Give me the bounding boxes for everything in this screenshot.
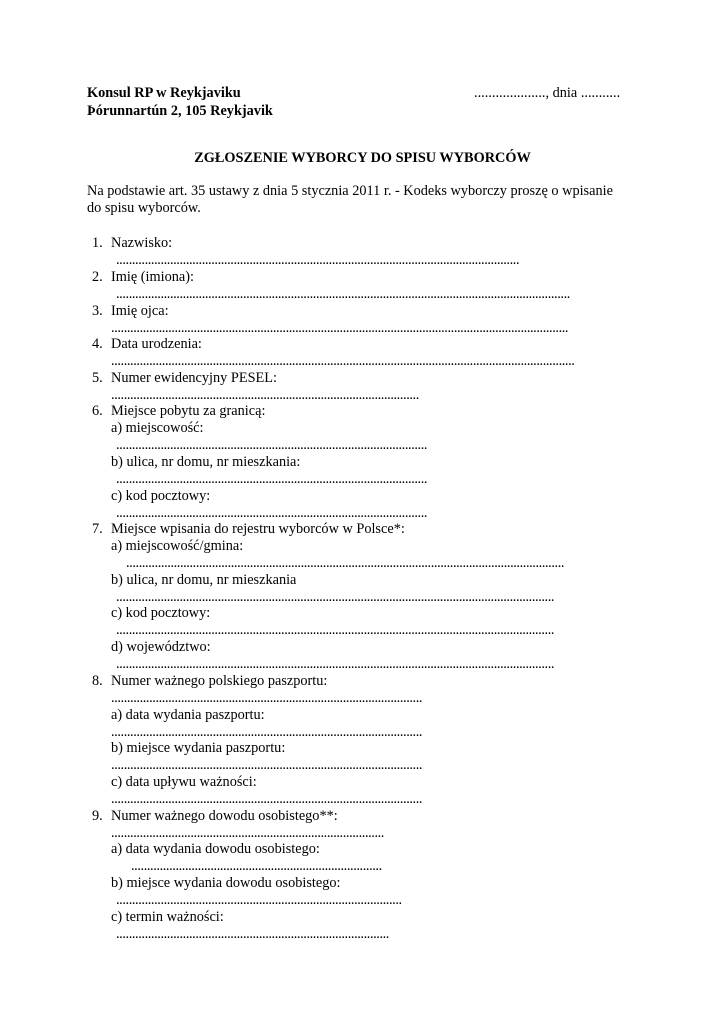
- passport-issue-date-label: a) data wydania paszportu:: [111, 707, 265, 723]
- id-card-number-field[interactable]: ......................................................................................: [111, 825, 384, 841]
- residence-street-label: b) ulica, nr domu, nr mieszkania:: [111, 454, 301, 470]
- id-card-expiry-label: c) termin ważności:: [111, 909, 224, 925]
- intro-line-2: do spisu wyborców.: [87, 200, 201, 216]
- surname-field[interactable]: ...............................................................................................................................: [116, 252, 520, 268]
- id-card-issue-date-field[interactable]: ...............................................................................: [131, 858, 382, 874]
- id-card-issue-date-label: a) data wydania dowodu osobistego:: [111, 841, 320, 857]
- intro-line-1: Na podstawie art. 35 ustawy z dnia 5 stycznia 2011 r. - Kodeks wyborczy proszę o wpisanie: [87, 183, 613, 199]
- register-street-label: b) ulica, nr domu, nr mieszkania: [111, 572, 297, 588]
- item-number-5: 5.: [92, 370, 103, 386]
- passport-expiry-label: c) data upływu ważności:: [111, 774, 257, 790]
- passport-issue-place-label: b) miejsce wydania paszportu:: [111, 740, 286, 756]
- passport-expiry-field[interactable]: ..................................................................................................: [111, 791, 423, 807]
- form-title: ZGŁOSZENIE WYBORCY DO SPISU WYBORCÓW: [194, 150, 531, 166]
- pesel-label: Numer ewidencyjny PESEL:: [111, 370, 277, 386]
- register-voivodeship-field[interactable]: ..........................................................................................................................................: [116, 656, 555, 672]
- item-number-2: 2.: [92, 269, 103, 285]
- item-number-8: 8.: [92, 673, 103, 689]
- register-postcode-field[interactable]: ..........................................................................................................................................: [116, 622, 555, 638]
- residence-city-label: a) miejscowość:: [111, 420, 204, 436]
- item-number-1: 1.: [92, 235, 103, 251]
- residence-city-field[interactable]: ..................................................................................................: [116, 437, 428, 453]
- passport-issue-place-field[interactable]: ..................................................................................................: [111, 757, 423, 773]
- item-number-6: 6.: [92, 403, 103, 419]
- first-names-field[interactable]: ...............................................................................................................................................: [116, 286, 570, 302]
- birth-date-label: Data urodzenia:: [111, 336, 202, 352]
- register-postcode-label: c) kod pocztowy:: [111, 605, 211, 621]
- father-name-label: Imię ojca:: [111, 303, 169, 319]
- register-municipality-field[interactable]: ..........................................................................................................................................: [126, 555, 565, 571]
- id-card-issue-place-field[interactable]: ..........................................................................................: [116, 892, 402, 908]
- item-number-7: 7.: [92, 521, 103, 537]
- passport-issue-date-field[interactable]: ..................................................................................................: [111, 724, 423, 740]
- id-card-number-label: Numer ważnego dowodu osobistego**:: [111, 808, 338, 824]
- residence-street-field[interactable]: ..................................................................................................: [116, 471, 428, 487]
- birth-date-field[interactable]: ..................................................................................................................................................: [111, 353, 575, 369]
- residence-abroad-label: Miejsce pobytu za granicą:: [111, 403, 266, 419]
- place-date-field[interactable]: ...................., dnia ...........: [474, 85, 621, 101]
- voter-register-label: Miejsce wpisania do rejestru wyborców w Polsce*:: [111, 521, 405, 537]
- consul-office: Konsul RP w Reykjaviku: [87, 85, 241, 101]
- register-municipality-label: a) miejscowość/gmina:: [111, 538, 244, 554]
- first-names-label: Imię (imiona):: [111, 269, 194, 285]
- surname-label: Nazwisko:: [111, 235, 173, 251]
- id-card-expiry-field[interactable]: ......................................................................................: [116, 926, 389, 942]
- pesel-field[interactable]: .................................................................................................: [111, 387, 419, 403]
- residence-postcode-field[interactable]: ..................................................................................................: [116, 505, 428, 521]
- register-voivodeship-label: d) województwo:: [111, 639, 211, 655]
- passport-number-label: Numer ważnego polskiego paszportu:: [111, 673, 328, 689]
- residence-postcode-label: c) kod pocztowy:: [111, 488, 211, 504]
- item-number-3: 3.: [92, 303, 103, 319]
- item-number-9: 9.: [92, 808, 103, 824]
- father-name-field[interactable]: ................................................................................................................................................: [111, 320, 569, 336]
- register-street-field[interactable]: ..........................................................................................................................................: [116, 589, 555, 605]
- consul-address: Þórunnartún 2, 105 Reykjavik: [87, 103, 273, 119]
- item-number-4: 4.: [92, 336, 103, 352]
- passport-number-field[interactable]: ..................................................................................................: [111, 690, 423, 706]
- id-card-issue-place-label: b) miejsce wydania dowodu osobistego:: [111, 875, 341, 891]
